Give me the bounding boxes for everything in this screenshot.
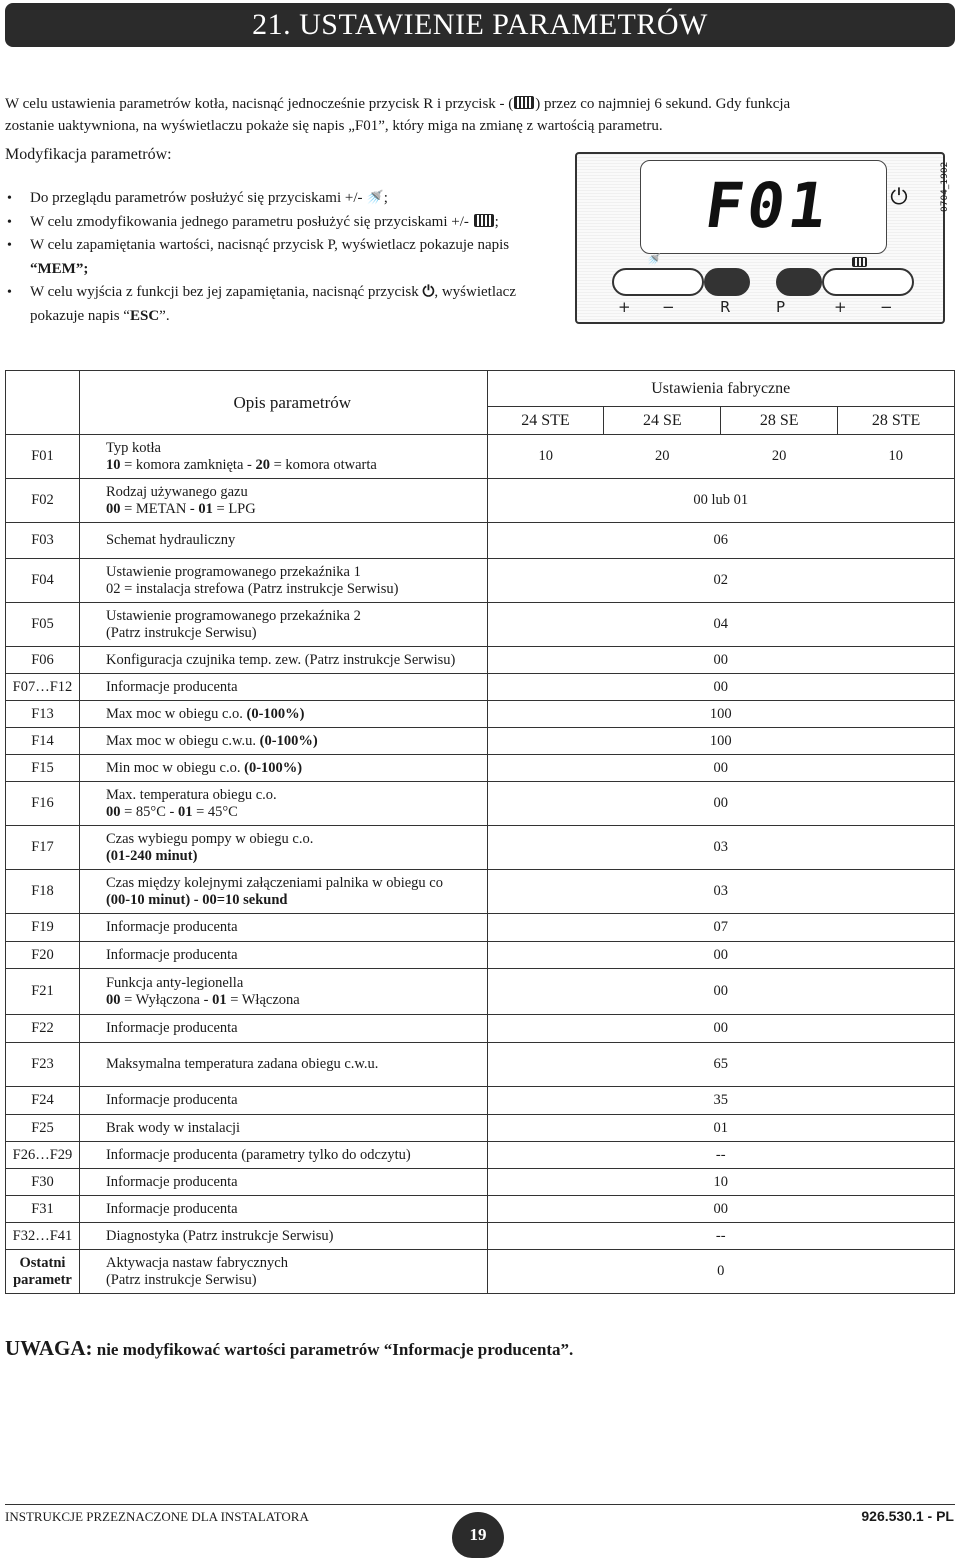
model-header: 28 SE (721, 407, 838, 435)
footer-left: INSTRUKCJE PRZEZNACZONE DLA INSTALATORA (5, 1509, 309, 1524)
ch-button (822, 268, 914, 296)
modification-heading: Modyfikacja parametrów: (5, 146, 172, 163)
dhw-button (612, 268, 704, 296)
table-row: F26…F29 Informacje producenta (parametry tylko do odczytu) -- (6, 1142, 955, 1169)
table-row: F17 Czas wybiegu pompy w obiegu c.o. (01-240 minut) 03 (6, 826, 955, 870)
table-row: F21 Funkcja anty-legionella 00 = Wyłączona - 01 = Włączona 00 (6, 969, 955, 1015)
list-item: • W celu zapamiętania wartości, nacisnąć przycisk P, wyświetlacz pokazuje napis “MEM”; (5, 234, 570, 281)
figure-code: 0704_1902 (940, 161, 950, 212)
table-row: F23 Maksymalna temperatura zadana obiegu c.w.u. 65 (6, 1043, 955, 1087)
page-number: 19 (452, 1512, 504, 1558)
header-factory: Ustawienia fabryczne (487, 371, 955, 407)
table-row: F02 Rodzaj używanego gazu 00 = METAN - 01 = LPG 00 lub 01 (6, 479, 955, 523)
table-row: F19 Informacje producenta 07 (6, 914, 955, 942)
table-row: F31 Informacje producenta 00 (6, 1196, 955, 1223)
table-row: F20 Informacje producenta 00 (6, 942, 955, 969)
table-row: F30 Informacje producenta 10 (6, 1169, 955, 1196)
model-header: 24 SE (604, 407, 721, 435)
p-label: P (776, 298, 786, 316)
minus-icon: − (662, 298, 675, 316)
list-item: • W celu zmodyfikowania jednego parametru posłużyć się przyciskami +/- ; (5, 211, 570, 235)
parameter-table (5, 370, 955, 1294)
table-row: F03 Schemat hydrauliczny 06 (6, 523, 955, 559)
table-row: F25 Brak wody w instalacji 01 (6, 1115, 955, 1142)
header-opis: Opis parametrów (79, 371, 487, 435)
table-row: F32…F41 Diagnostyka (Patrz instrukcje Serwisu) -- (6, 1223, 955, 1250)
table-row: F18 Czas między kolejnymi załączeniami palnika w obiegu co (00-10 minut) - 00=10 sekund 03 (6, 870, 955, 914)
table-row: F05 Ustawienie programowanego przekaźnika 2 (Patrz instrukcje Serwisu) 04 (6, 603, 955, 647)
table-row: F15 Min moc w obiegu c.o. (0-100%) 00 (6, 755, 955, 782)
table-row: F14 Max moc w obiegu c.w.u. (0-100%) 100 (6, 728, 955, 755)
table-row: F06 Konfiguracja czujnika temp. zew. (Patrz instrukcje Serwisu) 00 (6, 647, 955, 674)
table-row: F04 Ustawienie programowanego przekaźnika 1 02 = instalacja strefowa (Patrz instrukcje Serwisu) 02 (6, 559, 955, 603)
r-button (704, 268, 750, 296)
table-row: F07…F12 Informacje producenta 00 (6, 674, 955, 701)
instruction-list (5, 187, 570, 328)
minus-icon: − (880, 298, 893, 316)
plus-icon: + (834, 298, 847, 316)
power-icon: ⏻ (422, 284, 435, 300)
table-row: F22 Informacje producenta 00 (6, 1015, 955, 1043)
radiator-icon (474, 214, 494, 227)
table-row: F13 Max moc w obiegu c.o. (0-100%) 100 (6, 701, 955, 728)
plus-icon: + (618, 298, 631, 316)
intro-paragraph: W celu ustawienia parametrów kotła, nacisnąć jednocześnie przycisk R i przycisk - ( ) przez co najmniej 6 sekund. Gdy funkcja zostanie uaktywniona, na wyświetlaczu pokaże się napis „F01”, który miga na zmianę z wartością parametru. (5, 96, 791, 134)
p-button (776, 268, 822, 296)
power-icon: ⏻ (890, 184, 908, 209)
table-row: F16 Max. temperatura obiegu c.o. 00 = 85°C - 01 = 45°C 00 (6, 782, 955, 826)
radiator-icon (852, 257, 867, 267)
lcd-readout: F01 (700, 169, 836, 242)
warning-note: UWAGA: nie modyfikować wartości parametrów “Informacje producenta”. (5, 1336, 574, 1360)
footer-right: 926.530.1 - PL (861, 1508, 954, 1524)
tap-icon: 🚿 (647, 253, 661, 266)
table-row: Ostatni parametr Aktywacja nastaw fabrycznych (Patrz instrukcje Serwisu) 0 (6, 1250, 955, 1294)
table-row: F01 Typ kotła 10 = komora zamknięta - 20 = komora otwarta 10 20 20 10 (6, 435, 955, 479)
model-header: 24 STE (487, 407, 604, 435)
list-item: • Do przeglądu parametrów posłużyć się przyciskami +/- 🚿; (5, 187, 570, 211)
radiator-icon (514, 96, 534, 109)
table-row: F24 Informacje producenta 35 (6, 1087, 955, 1115)
page-title: 21. USTAWIENIE PARAMETRÓW (5, 3, 955, 47)
tap-icon: 🚿 (366, 191, 384, 206)
list-item: • W celu wyjścia z funkcji bez jej zapamiętania, nacisnąć przycisk ⏻, wyświetlacz pokazuje napis “ESC”. (5, 281, 570, 328)
model-header: 28 STE (838, 407, 955, 435)
footer-divider (5, 1504, 955, 1505)
r-label: R (720, 298, 731, 316)
